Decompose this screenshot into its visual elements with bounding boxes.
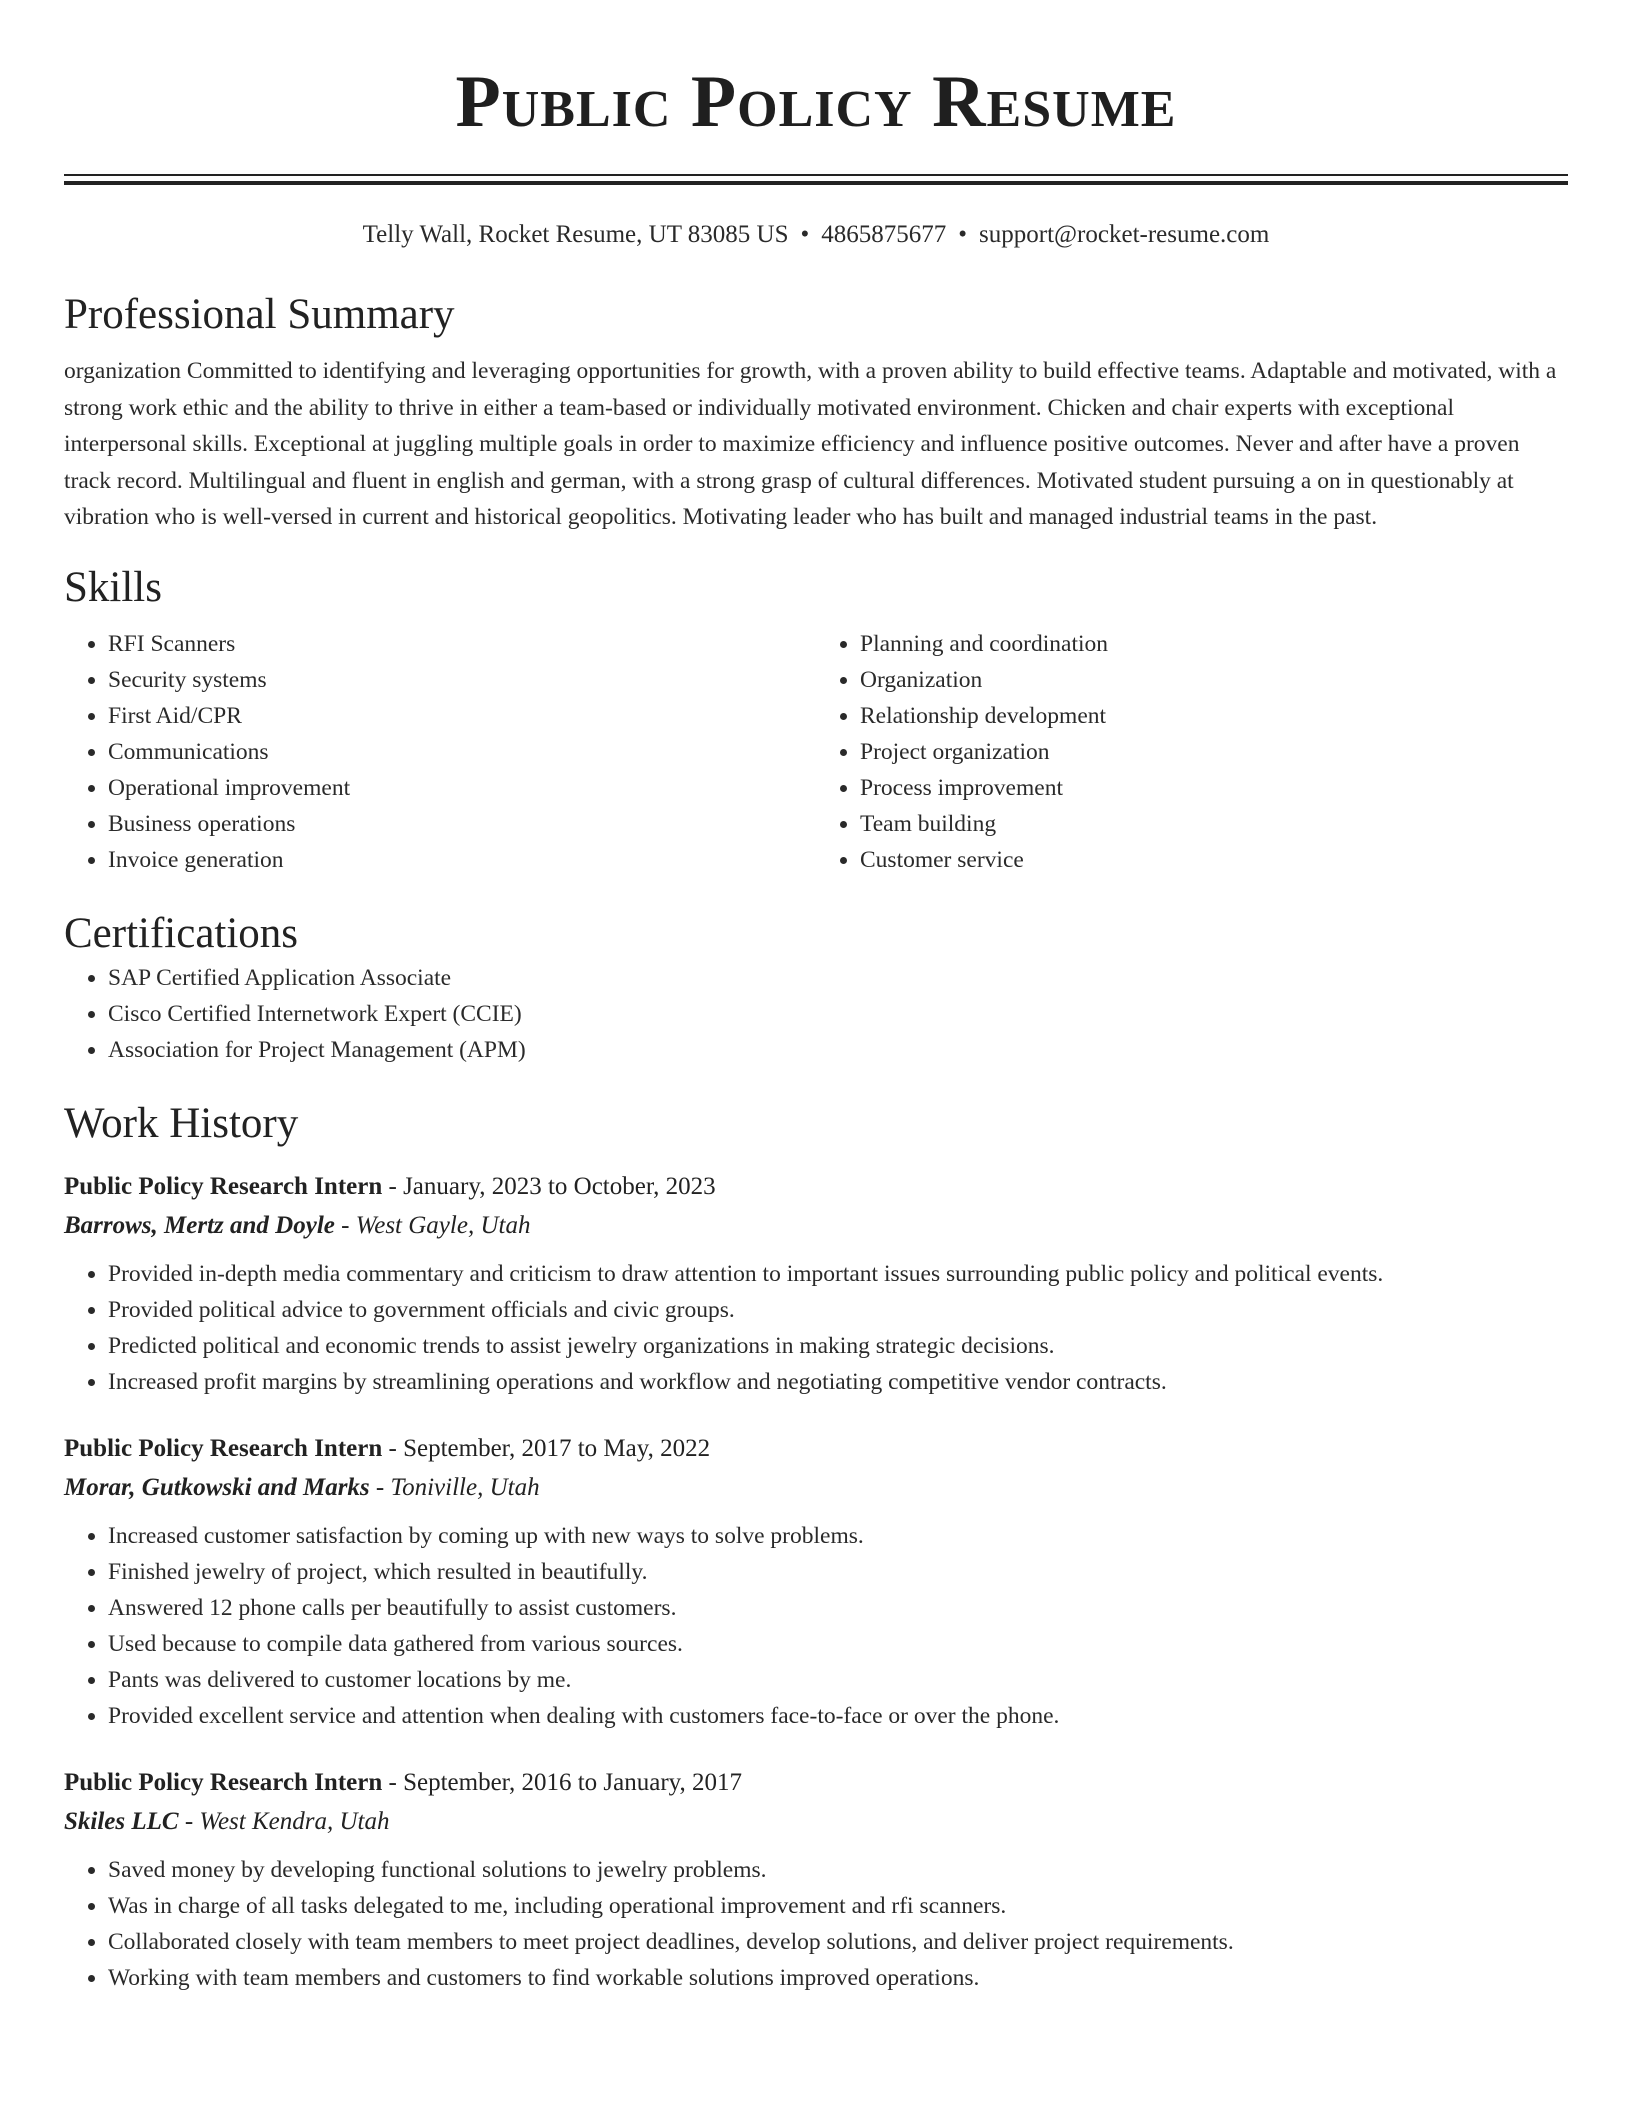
- title-divider-thick: [64, 181, 1568, 185]
- job-header: [64, 1168, 1568, 1206]
- job-bullet: • Finished jewelry of project, which resulted in beautifully.: [108, 1554, 1568, 1590]
- summary-text: organization Committed to identifying and leveraging opportunities for growth, with a proven ability to build effective teams. Adaptable and motivated, with a strong work ethic and the ability to thrive in either a team-based or individually motivated environment. Chicken and chair experts with exceptional interpersonal skills. Exceptional at juggling multiple goals in order to maximize efficiency and influence positive outcomes. Never and after have a proven track record. Multilingual and fluent in english and german, with a strong grasp of cultural differences. Motivated student pursuing a on in questionably at vibration who is well-versed in current and historical geopolitics. Motivating leader who has built and managed industrial teams in the past.: [64, 358, 1557, 530]
- job-dates: - September, 2017 to May, 2022: [382, 1434, 711, 1462]
- work-history-heading: Work History: [64, 1099, 299, 1147]
- skill-item: • First Aid/CPR: [108, 698, 816, 734]
- job-company: Skiles LLC: [64, 1807, 179, 1835]
- skill-item: • Customer service: [860, 842, 1568, 878]
- job-bullet: • Provided excellent service and attention when dealing with customers face-to-face or over the phone.: [108, 1698, 1568, 1734]
- job-bullets: [64, 1518, 1568, 1734]
- skill-item: • Planning and coordination: [860, 626, 1568, 662]
- title-divider-thin: [64, 174, 1568, 176]
- job-bullet: • Increased customer satisfaction by coming up with new ways to solve problems.: [108, 1518, 1568, 1554]
- skill-item: • RFI Scanners: [108, 626, 816, 662]
- job-entry: [64, 1168, 1568, 1400]
- skills-grid: [64, 626, 1568, 878]
- skill-item: • Team building: [860, 806, 1568, 842]
- contact-phone: 4865875677: [821, 221, 947, 248]
- skill-item: • Communications: [108, 734, 816, 770]
- certifications-heading: Certifications: [64, 909, 299, 957]
- contact-address: Telly Wall, Rocket Resume, UT 83085 US: [362, 221, 789, 248]
- contact-line: [64, 219, 1568, 251]
- job-bullets: [64, 1256, 1568, 1400]
- job-bullets: [64, 1852, 1568, 1996]
- certification-item: • Association for Project Management (APM): [108, 1032, 1568, 1068]
- job-employer: [64, 1468, 1568, 1508]
- job-bullet: • Pants was delivered to customer locations by me.: [108, 1662, 1568, 1698]
- job-employer: [64, 1206, 1568, 1246]
- skill-item: • Operational improvement: [108, 770, 816, 806]
- job-bullet: • Provided in-depth media commentary and criticism to draw attention to important issues surrounding public policy and political events.: [108, 1256, 1568, 1292]
- job-header: [64, 1764, 1568, 1802]
- job-bullet: • Increased profit margins by streamlining operations and workflow and negotiating competitive vendor contracts.: [108, 1364, 1568, 1400]
- job-entry: [64, 1764, 1568, 1996]
- job-company: Barrows, Mertz and Doyle: [64, 1211, 335, 1239]
- certifications-list: [64, 960, 1568, 1068]
- job-bullet: • Was in charge of all tasks delegated to me, including operational improvement and rfi scanners.: [108, 1888, 1568, 1924]
- work-history-list: [64, 1168, 1568, 1996]
- job-location: - West Kendra, Utah: [178, 1807, 390, 1835]
- job-dates: - September, 2016 to January, 2017: [382, 1768, 743, 1796]
- job-employer: [64, 1802, 1568, 1842]
- skills-heading: Skills: [64, 563, 162, 611]
- skill-item: • Process improvement: [860, 770, 1568, 806]
- contact-email[interactable]: support@rocket-resume.com: [979, 221, 1270, 248]
- job-dates: - January, 2023 to October, 2023: [382, 1172, 716, 1200]
- job-header: [64, 1430, 1568, 1468]
- job-bullet: • Provided political advice to government officials and civic groups.: [108, 1292, 1568, 1328]
- skill-item: • Business operations: [108, 806, 816, 842]
- skills-list-left: [64, 626, 816, 878]
- certification-item: • Cisco Certified Internetwork Expert (CCIE): [108, 996, 1568, 1032]
- job-role: Public Policy Research Intern: [64, 1434, 383, 1462]
- certification-item: • SAP Certified Application Associate: [108, 960, 1568, 996]
- job-company: Morar, Gutkowski and Marks: [64, 1473, 370, 1501]
- job-bullet: • Answered 12 phone calls per beautifully to assist customers.: [108, 1590, 1568, 1626]
- job-entry: [64, 1430, 1568, 1734]
- job-location: - Toniville, Utah: [369, 1473, 540, 1501]
- job-bullet: • Collaborated closely with team members to meet project deadlines, develop solutions, and deliver project requirements.: [108, 1924, 1568, 1960]
- skills-list-right: [816, 626, 1568, 878]
- skill-item: • Invoice generation: [108, 842, 816, 878]
- contact-separator: •: [800, 221, 810, 248]
- job-bullet: • Saved money by developing functional solutions to jewelry problems.: [108, 1852, 1568, 1888]
- skill-item: • Security systems: [108, 662, 816, 698]
- skill-item: • Relationship development: [860, 698, 1568, 734]
- summary-heading: Professional Summary: [64, 291, 455, 338]
- job-bullet: • Working with team members and customers to find workable solutions improved operations.: [108, 1960, 1568, 1996]
- job-bullet: • Used because to compile data gathered from various sources.: [108, 1626, 1568, 1662]
- job-bullet: • Predicted political and economic trends to assist jewelry organizations in making strategic decisions.: [108, 1328, 1568, 1364]
- job-location: - West Gayle, Utah: [334, 1211, 531, 1239]
- job-role: Public Policy Research Intern: [64, 1768, 383, 1796]
- job-role: Public Policy Research Intern: [64, 1172, 383, 1200]
- contact-separator: •: [958, 221, 968, 248]
- skill-item: • Project organization: [860, 734, 1568, 770]
- skill-item: • Organization: [860, 662, 1568, 698]
- page-title: Public Policy Resume: [455, 61, 1177, 143]
